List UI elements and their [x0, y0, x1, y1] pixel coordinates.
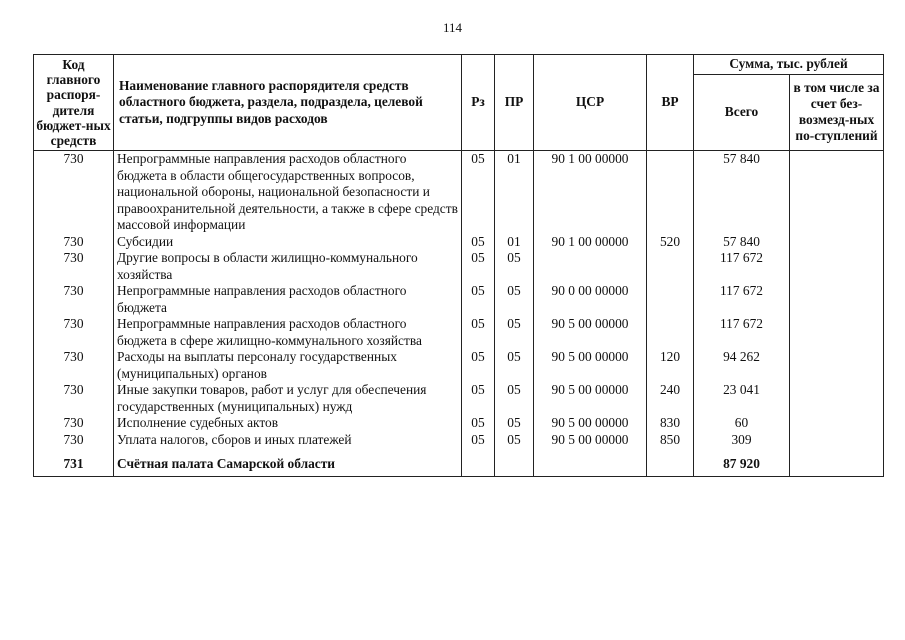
cell-total: 94 262 [694, 349, 790, 382]
table-row [34, 151, 884, 234]
cell-rz: 05 [462, 250, 495, 283]
header-total: Всего [694, 74, 790, 151]
cell-code: 730 [34, 382, 114, 415]
cell-grants [790, 283, 884, 316]
cell-name: Счётная палата Самарской области [114, 452, 462, 477]
header-grants: в том числе за счет без-возмезд-ных по-ступлений [790, 74, 884, 151]
cell-csr: 90 5 00 00000 [534, 349, 647, 382]
cell-pr: 05 [495, 432, 534, 449]
cell-csr: 90 5 00 00000 [534, 415, 647, 432]
cell-vr [647, 283, 694, 316]
table-row [34, 349, 884, 382]
cell-code: 730 [34, 349, 114, 382]
cell-total: 23 041 [694, 382, 790, 415]
cell-rz: 05 [462, 415, 495, 432]
cell-name: Уплата налогов, сборов и иных платежей [114, 432, 462, 449]
cell-name: Исполнение судебных актов [114, 415, 462, 432]
cell-pr [495, 452, 534, 477]
cell-pr: 05 [495, 415, 534, 432]
cell-csr [534, 250, 647, 283]
cell-total: 57 840 [694, 234, 790, 251]
cell-vr [647, 151, 694, 234]
cell-rz: 05 [462, 151, 495, 234]
cell-code: 730 [34, 151, 114, 234]
cell-grants [790, 452, 884, 477]
cell-csr: 90 5 00 00000 [534, 316, 647, 349]
cell-rz: 05 [462, 234, 495, 251]
cell-pr: 05 [495, 349, 534, 382]
cell-total: 117 672 [694, 283, 790, 316]
cell-vr: 830 [647, 415, 694, 432]
table-row [34, 415, 884, 432]
cell-pr: 05 [495, 283, 534, 316]
cell-csr: 90 0 00 00000 [534, 283, 647, 316]
cell-code: 730 [34, 316, 114, 349]
cell-csr: 90 5 00 00000 [534, 432, 647, 449]
cell-name: Иные закупки товаров, работ и услуг для обеспечения государственных (муниципальных) нужд [114, 382, 462, 415]
cell-rz: 05 [462, 349, 495, 382]
cell-name: Непрограммные направления расходов областного бюджета в сфере жилищно-коммунального хозяйства [114, 316, 462, 349]
cell-vr: 520 [647, 234, 694, 251]
table-row [34, 432, 884, 449]
cell-vr [647, 316, 694, 349]
cell-code: 730 [34, 234, 114, 251]
cell-vr: 850 [647, 432, 694, 449]
cell-pr: 05 [495, 316, 534, 349]
budget-table [33, 54, 884, 477]
cell-code: 731 [34, 452, 114, 477]
cell-grants [790, 234, 884, 251]
cell-pr: 01 [495, 234, 534, 251]
header-code: Код главного распоря-дителя бюджет-ных средств [34, 55, 114, 151]
cell-name: Непрограммные направления расходов областного бюджета в области общегосударственных вопросов, национальной обороны, национальной безопасности и правоохранительной деятельности, а также в сфере средств массовой информации [114, 151, 462, 234]
page-number: 114 [442, 20, 463, 35]
cell-code: 730 [34, 283, 114, 316]
cell-vr: 120 [647, 349, 694, 382]
table-row [34, 234, 884, 251]
cell-grants [790, 432, 884, 449]
cell-csr [534, 452, 647, 477]
cell-grants [790, 382, 884, 415]
cell-csr: 90 5 00 00000 [534, 382, 647, 415]
cell-pr: 05 [495, 250, 534, 283]
cell-code: 730 [34, 250, 114, 283]
table-row [34, 283, 884, 316]
cell-name: Субсидии [114, 234, 462, 251]
table-row [34, 250, 884, 283]
cell-grants [790, 316, 884, 349]
cell-rz: 05 [462, 283, 495, 316]
cell-pr: 01 [495, 151, 534, 234]
cell-total: 117 672 [694, 250, 790, 283]
cell-vr [647, 452, 694, 477]
cell-code: 730 [34, 432, 114, 449]
cell-total: 60 [694, 415, 790, 432]
table-body [34, 151, 884, 477]
cell-pr: 05 [495, 382, 534, 415]
cell-total: 117 672 [694, 316, 790, 349]
cell-rz: 05 [462, 432, 495, 449]
cell-grants [790, 349, 884, 382]
table-row [34, 382, 884, 415]
table-row-final [34, 452, 884, 477]
cell-name: Другие вопросы в области жилищно-коммунального хозяйства [114, 250, 462, 283]
cell-rz: 05 [462, 316, 495, 349]
cell-rz [462, 452, 495, 477]
cell-vr: 240 [647, 382, 694, 415]
cell-grants [790, 250, 884, 283]
cell-name: Непрограммные направления расходов областного бюджета [114, 283, 462, 316]
cell-grants [790, 415, 884, 432]
cell-name: Расходы на выплаты персоналу государственных (муниципальных) органов [114, 349, 462, 382]
cell-vr [647, 250, 694, 283]
header-csr: ЦСР [534, 55, 647, 151]
header-pr: ПР [495, 55, 534, 151]
cell-rz: 05 [462, 382, 495, 415]
cell-total: 87 920 [694, 452, 790, 477]
cell-grants [790, 151, 884, 234]
header-rz: Рз [462, 55, 495, 151]
header-name: Наименование главного распорядителя средств областного бюджета, раздела, подраздела, целевой статьи, подгруппы видов расходов [114, 55, 462, 151]
cell-total: 57 840 [694, 151, 790, 234]
header-vr: ВР [647, 55, 694, 151]
table-header [34, 55, 884, 151]
cell-csr: 90 1 00 00000 [534, 151, 647, 234]
cell-total: 309 [694, 432, 790, 449]
cell-code: 730 [34, 415, 114, 432]
header-sum-group: Сумма, тыс. рублей [694, 55, 884, 75]
cell-csr: 90 1 00 00000 [534, 234, 647, 251]
table-row [34, 316, 884, 349]
